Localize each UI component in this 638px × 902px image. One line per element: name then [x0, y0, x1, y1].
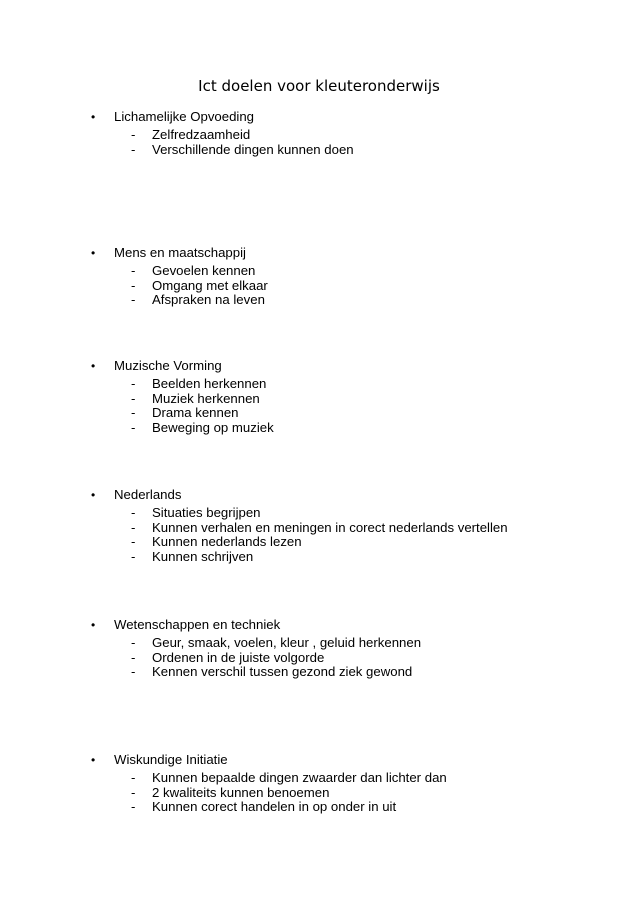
list-item — [0, 521, 638, 536]
section-label: Wiskundige Initiatie — [114, 752, 228, 767]
list-item-text: 2 kwaliteits kunnen benoemen — [152, 784, 330, 800]
dash-icon: - — [131, 141, 136, 157]
bullet-icon: • — [91, 246, 96, 260]
dash-icon: - — [131, 549, 136, 565]
section-muzische-vorming — [0, 357, 638, 436]
dash-icon: - — [131, 784, 136, 800]
dash-icon: - — [131, 127, 136, 142]
list-item-text: Gevoelen kennen — [152, 263, 256, 278]
dash-icon: - — [131, 292, 136, 308]
list-item — [0, 421, 638, 436]
section-nederlands — [0, 486, 638, 565]
list-item — [0, 535, 638, 550]
section-label: Lichamelijke Opvoeding — [114, 109, 255, 124]
section-label: Muzische Vorming — [114, 358, 222, 373]
list-item-text: Kunnen schrijven — [152, 549, 254, 565]
list-item-text: Kunnen nederlands lezen — [152, 534, 302, 550]
list-item — [0, 264, 638, 279]
list-item — [0, 143, 638, 158]
section-heading — [0, 751, 638, 769]
section-label: Nederlands — [114, 487, 182, 502]
dash-icon: - — [131, 376, 136, 391]
dash-icon: - — [131, 505, 136, 520]
list-item-text: Afspraken na leven — [152, 292, 265, 308]
list-item — [0, 279, 638, 294]
list-item — [0, 651, 638, 666]
list-item-text: Kunnen corect handelen in op onder in uit — [152, 799, 397, 815]
bullet-icon: • — [91, 618, 96, 632]
sub-list — [0, 128, 638, 157]
dash-icon: - — [131, 770, 136, 785]
section-wetenschappen-en-techniek — [0, 616, 638, 680]
dash-icon: - — [131, 263, 136, 278]
dash-icon: - — [131, 664, 136, 680]
dash-icon: - — [131, 519, 136, 535]
section-heading — [0, 108, 638, 126]
list-item — [0, 665, 638, 680]
list-item-text: Drama kennen — [152, 405, 239, 421]
section-heading — [0, 616, 638, 634]
bullet-icon: • — [91, 488, 96, 502]
list-item-text: Ordenen in de juiste volgorde — [152, 649, 325, 665]
bullet-icon: • — [91, 753, 96, 767]
section-heading — [0, 486, 638, 504]
list-item — [0, 377, 638, 392]
list-item — [0, 406, 638, 421]
bullet-icon: • — [91, 110, 96, 124]
list-item-text: Beweging op muziek — [152, 420, 274, 436]
sub-list — [0, 264, 638, 308]
list-item — [0, 550, 638, 565]
list-item-text: Kunnen verhalen en meningen in corect nederlands vertellen — [152, 519, 508, 535]
sub-list — [0, 636, 638, 680]
dash-icon: - — [131, 649, 136, 665]
sub-list — [0, 506, 638, 565]
dash-icon: - — [131, 277, 136, 293]
section-heading — [0, 244, 638, 262]
list-item-text: Kunnen bepaalde dingen zwaarder dan lichter dan — [152, 770, 447, 785]
list-item — [0, 771, 638, 786]
list-item-text: Verschillende dingen kunnen doen — [152, 141, 354, 157]
dash-icon: - — [131, 390, 136, 406]
list-item-text: Beelden herkennen — [152, 376, 267, 391]
list-item-text: Situaties begrijpen — [152, 505, 261, 520]
list-item — [0, 636, 638, 651]
dash-icon: - — [131, 420, 136, 436]
list-item-text: Kennen verschil tussen gezond ziek gewond — [152, 664, 413, 680]
dash-icon: - — [131, 635, 136, 650]
list-item — [0, 786, 638, 801]
list-item-text: Geur, smaak, voelen, kleur , geluid herkennen — [152, 635, 422, 650]
dash-icon: - — [131, 405, 136, 421]
sub-list — [0, 377, 638, 436]
section-label: Wetenschappen en techniek — [114, 617, 281, 632]
dash-icon: - — [131, 534, 136, 550]
list-item-text: Omgang met elkaar — [152, 277, 268, 293]
list-item — [0, 506, 638, 521]
document-title: Ict doelen voor kleuteronderwijs — [198, 77, 440, 95]
list-item-text: Zelfredzaamheid — [152, 127, 251, 142]
section-label: Mens en maatschappij — [114, 245, 246, 260]
bullet-icon: • — [91, 359, 96, 373]
list-item — [0, 800, 638, 815]
list-item — [0, 128, 638, 143]
section-mens-en-maatschappij — [0, 244, 638, 308]
sub-list — [0, 771, 638, 815]
list-item — [0, 293, 638, 308]
section-lichamelijke-opvoeding — [0, 108, 638, 157]
list-item — [0, 392, 638, 407]
dash-icon: - — [131, 799, 136, 815]
list-item-text: Muziek herkennen — [152, 390, 260, 406]
section-wiskundige-initiatie — [0, 751, 638, 815]
section-heading — [0, 357, 638, 375]
